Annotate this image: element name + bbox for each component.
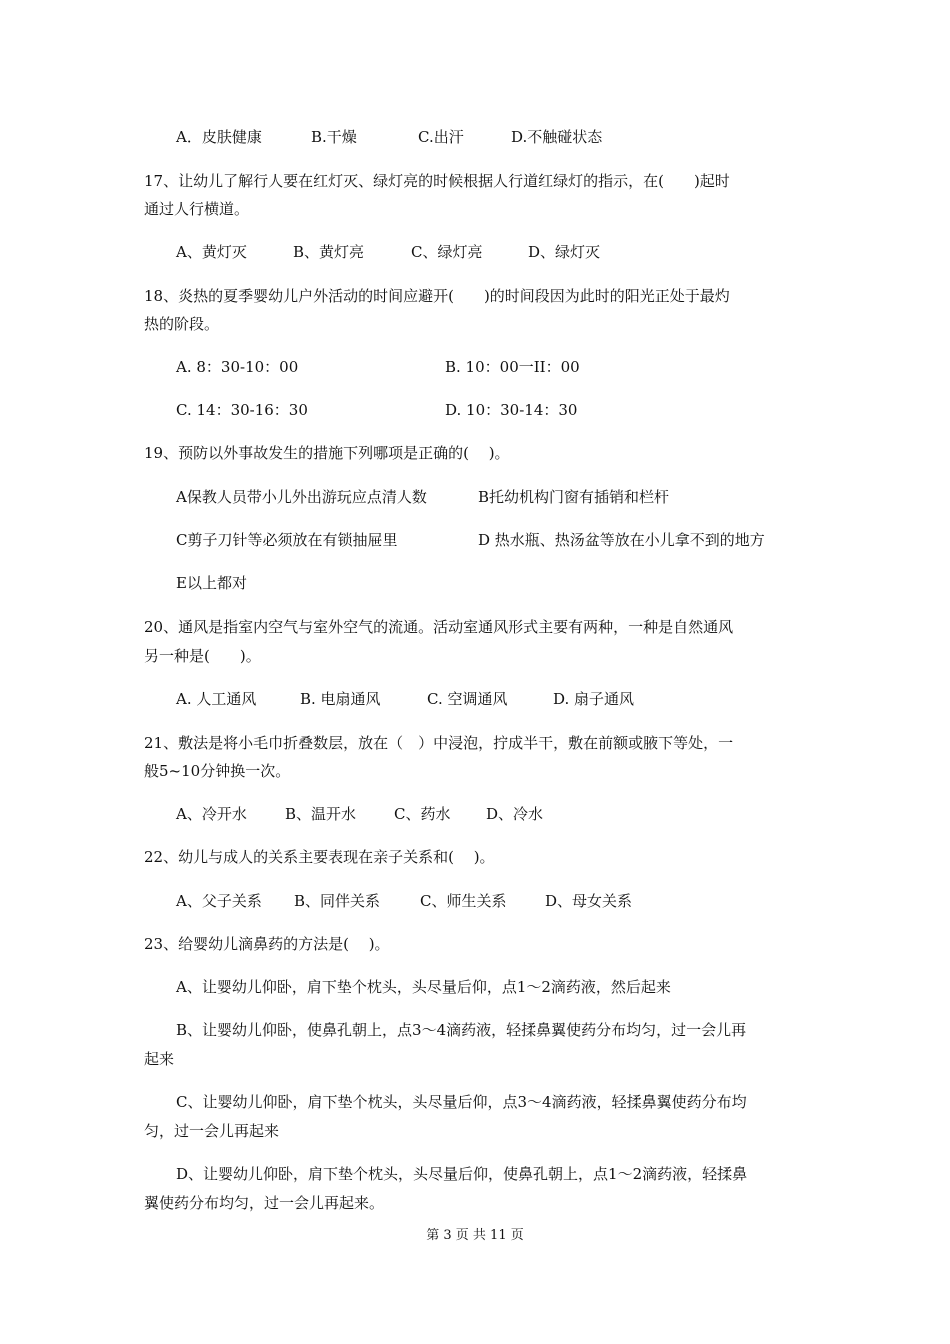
q21-text-line1: 21、敷法是将小毛巾折叠数层，放在（ ）中浸泡，拧成半干，敷在前额或腋下等处，一 [144, 734, 734, 752]
q20-option-c: C. 空调通风 [427, 690, 508, 708]
q17-option-a: A、黄灯灭 [176, 243, 247, 261]
q22-text-line1: 22、幼儿与成人的关系主要表现在亲子关系和( )。 [144, 848, 495, 866]
q23-text-line1: 23、给婴幼儿滴鼻药的方法是( )。 [144, 935, 390, 953]
page-number: 第 3 页 共 11 页 [426, 1228, 524, 1243]
q21-option-d: D、冷水 [486, 805, 544, 823]
q23-option-b-line2: 起来 [144, 1050, 175, 1068]
q22-option-b: B、同伴关系 [294, 892, 381, 910]
q19-option-c: C剪子刀针等必须放在有锁抽屉里 [176, 531, 398, 549]
q16-option-a: A．皮肤健康 [176, 128, 262, 146]
q18-option-c: C. 14：30-16：30 [176, 401, 308, 419]
q17-option-d: D、绿灯灭 [528, 243, 601, 261]
q19-option-d: D 热水瓶、热汤盆等放在小儿拿不到的地方 [478, 531, 765, 549]
q23-option-c-line2: 匀，过一会儿再起来 [144, 1122, 280, 1140]
q20-option-d: D. 扇子通风 [553, 690, 635, 708]
q16-option-b: B.干燥 [311, 128, 357, 146]
q18-text-line1: 18、炎热的夏季婴幼儿户外活动的时间应避开( )的时间段因为此时的阳光正处于最灼 [144, 287, 730, 305]
q19-option-b: B托幼机构门窗有插销和栏杆 [478, 488, 670, 506]
q17-option-b: B、黄灯亮 [293, 243, 365, 261]
q21-option-c: C、药水 [394, 805, 451, 823]
q21-option-b: B、温开水 [285, 805, 357, 823]
q17-text-line2: 通过人行横道。 [144, 200, 250, 218]
q22-option-d: D、母女关系 [545, 892, 633, 910]
q18-text-line2: 热的阶段。 [144, 315, 220, 333]
q22-option-a: A、父子关系 [176, 892, 262, 910]
q19-option-a: A保教人员带小儿外出游玩应点清人数 [176, 488, 427, 506]
q23-option-c-line1: C、让婴幼儿仰卧，肩下垫个枕头，头尽量后仰，点3～4滴药液，轻揉鼻翼使药分布均 [176, 1093, 747, 1111]
page-footer [0, 1227, 950, 1245]
q16-option-c: C.出汗 [418, 128, 464, 146]
q22-option-c: C、师生关系 [420, 892, 507, 910]
q23-option-b-line1: B、让婴幼儿仰卧，使鼻孔朝上，点3～4滴药液，轻揉鼻翼使药分布均匀，过一会儿再 [176, 1021, 747, 1039]
q23-option-d-line1: D、让婴幼儿仰卧，肩下垫个枕头，头尽量后仰，使鼻孔朝上，点1～2滴药液，轻揉鼻 [176, 1165, 748, 1183]
q19-option-e: E以上都对 [176, 574, 247, 592]
q18-option-d: D. 10：30-14：30 [445, 401, 578, 419]
q20-option-b: B. 电扇通风 [300, 690, 381, 708]
q20-option-a: A. 人工通风 [176, 690, 257, 708]
q21-text-line2: 般5~10分钟换一次。 [144, 762, 291, 780]
q16-option-d: D.不触碰状态 [511, 128, 603, 146]
q17-text-line1: 17、让幼儿了解行人要在红灯灭、绿灯亮的时候根据人行道红绿灯的指示，在( )起时 [144, 172, 730, 190]
q18-option-a: A. 8：30-10：00 [176, 358, 299, 376]
q18-option-b: B. 10：00一II：00 [445, 358, 580, 376]
q19-text-line1: 19、预防以外事故发生的措施下列哪项是正确的( )。 [144, 444, 510, 462]
q21-option-a: A、冷开水 [176, 805, 247, 823]
q17-option-c: C、绿灯亮 [411, 243, 483, 261]
q23-option-d-line2: 翼使药分布均匀，过一会儿再起来。 [144, 1194, 385, 1212]
q20-text-line2: 另一种是( )。 [144, 647, 261, 665]
q20-text-line1: 20、通风是指室内空气与室外空气的流通。活动室通风形式主要有两种，一种是自然通风 [144, 618, 734, 636]
q23-option-a: A、让婴幼儿仰卧，肩下垫个枕头，头尽量后仰，点1～2滴药液，然后起来 [176, 978, 671, 996]
